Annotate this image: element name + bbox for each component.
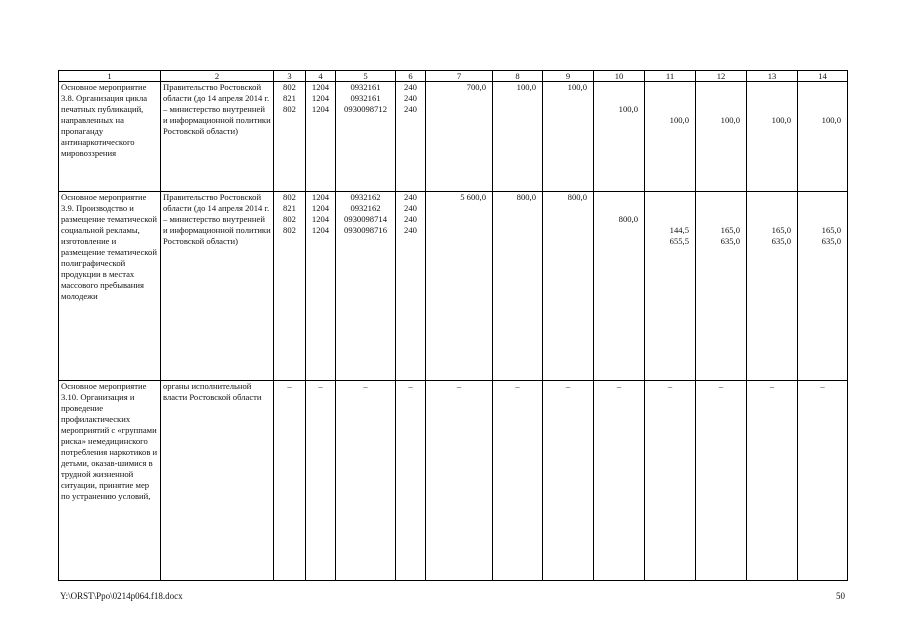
grbs-cell: 802 821 802 <box>274 82 306 192</box>
csr-cell: 0932161 0932161 0930098712 <box>336 82 396 192</box>
budget-table <box>58 70 848 581</box>
dash-cell: – <box>274 381 306 581</box>
year-cell: 100,0 <box>747 82 798 192</box>
header-cell: 11 <box>645 71 696 82</box>
rzpr-cell: 1204 1204 1204 1204 <box>306 192 336 381</box>
executor-cell: органы исполнительной власти Ростовской области <box>161 381 274 581</box>
year-cell: 100,0 <box>645 82 696 192</box>
rzpr-cell: 1204 1204 1204 <box>306 82 336 192</box>
dash-cell: – <box>747 381 798 581</box>
header-cell: 12 <box>696 71 747 82</box>
header-cell: 10 <box>594 71 645 82</box>
table-header-row <box>59 71 848 82</box>
year-cell: 800,0 <box>594 192 645 381</box>
year-cell: 100,0 <box>493 82 543 192</box>
dash-cell: – <box>306 381 336 581</box>
year-cell: 100,0 <box>798 82 848 192</box>
total-cell: 5 600,0 <box>426 192 493 381</box>
header-cell: 13 <box>747 71 798 82</box>
header-cell: 2 <box>161 71 274 82</box>
header-cell: 5 <box>336 71 396 82</box>
year-cell: 144,5 655,5 <box>645 192 696 381</box>
activity-name-cell: Основное мероприятие 3.10. Организация и проведение профилактических мероприятий с «группами риска» немедицинского потребления наркотиков и детьми, оказав-шимися в трудной жизненной ситуации, принятие мер по устранению условий, <box>59 381 161 581</box>
dash-cell: – <box>426 381 493 581</box>
year-cell: 100,0 <box>543 82 594 192</box>
header-cell: 4 <box>306 71 336 82</box>
year-cell: 800,0 <box>543 192 594 381</box>
header-cell: 1 <box>59 71 161 82</box>
vr-cell: 240 240 240 <box>396 82 426 192</box>
table-row <box>59 381 848 581</box>
dash-cell: – <box>396 381 426 581</box>
header-cell: 6 <box>396 71 426 82</box>
vr-cell: 240 240 240 240 <box>396 192 426 381</box>
dash-cell: – <box>798 381 848 581</box>
activity-name-cell: Основное мероприятие 3.9. Производство и размещение тематической социальной рекламы, изготовление и размещение тематической полиграфической продукции в местах массового пребывания молодежи <box>59 192 161 381</box>
year-cell: 100,0 <box>594 82 645 192</box>
total-cell: 700,0 <box>426 82 493 192</box>
dash-cell: – <box>543 381 594 581</box>
header-cell: 7 <box>426 71 493 82</box>
year-cell: 165,0 635,0 <box>696 192 747 381</box>
dash-cell: – <box>493 381 543 581</box>
executor-cell: Правительство Ростовской области (до 14 апреля 2014 г. – министерство внутренней и информационной политики Ростовской области) <box>161 192 274 381</box>
dash-cell: – <box>336 381 396 581</box>
dash-cell: – <box>594 381 645 581</box>
csr-cell: 0932162 0932162 0930098714 0930098716 <box>336 192 396 381</box>
header-cell: 9 <box>543 71 594 82</box>
table-row <box>59 192 848 381</box>
header-cell: 8 <box>493 71 543 82</box>
activity-name-cell: Основное мероприятие 3.8. Организация цикла печатных публикаций, направленных на пропаганду антинаркотического мировоззрения <box>59 82 161 192</box>
grbs-cell: 802 821 802 802 <box>274 192 306 381</box>
year-cell: 800,0 <box>493 192 543 381</box>
year-cell: 165,0 635,0 <box>798 192 848 381</box>
page-number: 50 <box>836 591 845 601</box>
year-cell: 165,0 635,0 <box>747 192 798 381</box>
header-cell: 14 <box>798 71 848 82</box>
footer-file-path: Y:\ORST\Ppo\0214p064.f18.docx <box>60 591 183 601</box>
header-cell: 3 <box>274 71 306 82</box>
dash-cell: – <box>696 381 747 581</box>
year-cell: 100,0 <box>696 82 747 192</box>
dash-cell: – <box>645 381 696 581</box>
executor-cell: Правительство Ростовской области (до 14 апреля 2014 г. – министерство внутренней и информационной политики Ростовской области) <box>161 82 274 192</box>
table-row <box>59 82 848 192</box>
